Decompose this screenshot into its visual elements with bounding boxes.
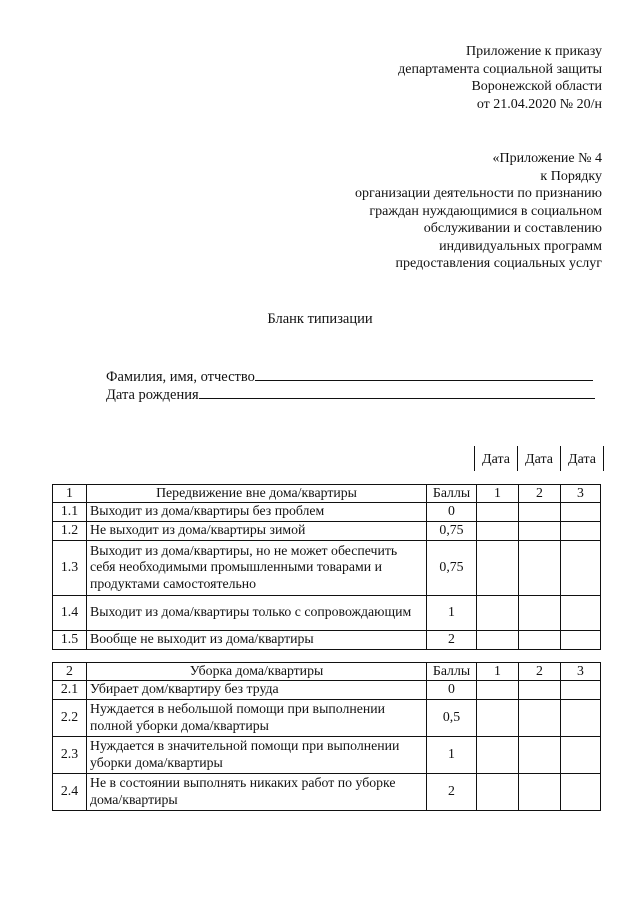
date-cell[interactable]: [561, 595, 601, 630]
row-score: 0,5: [427, 699, 477, 736]
birth-date-label: Дата рождения: [106, 387, 199, 403]
order-appendix-line: департамента социальной защиты: [398, 61, 602, 77]
date-columns-header: [474, 446, 604, 471]
date-cell[interactable]: [561, 773, 601, 810]
row-text: Вообще не выходит из дома/квартиры: [87, 630, 427, 649]
date-cell[interactable]: [561, 680, 601, 699]
date-cell[interactable]: [519, 502, 561, 521]
date-cell[interactable]: [519, 630, 561, 649]
table-row: [53, 736, 601, 773]
score-header: Баллы: [427, 485, 477, 503]
row-text: Выходит из дома/квартиры без проблем: [87, 502, 427, 521]
date-cell[interactable]: [477, 540, 519, 595]
order-appendix-line: Воронежской области: [471, 79, 602, 94]
date-cell[interactable]: [519, 680, 561, 699]
date-col-number: 3: [561, 485, 601, 503]
date-cell[interactable]: [561, 540, 601, 595]
row-text: Выходит из дома/квартиры, но не может обеспечить себя необходимыми промышленными товарами и продуктами самостоятельно: [87, 540, 427, 595]
row-score: 0: [427, 502, 477, 521]
date-col-number: 2: [519, 485, 561, 503]
date-cell[interactable]: [519, 540, 561, 595]
section-number: 2: [53, 663, 87, 681]
row-text: Убирает дом/квартиру без труда: [87, 680, 427, 699]
order-appendix-line: от 21.04.2020 № 20/н: [476, 96, 602, 112]
procedure-appendix-line: к Порядку: [540, 168, 602, 184]
procedure-appendix-header: [355, 150, 602, 273]
row-score: 1: [427, 736, 477, 773]
row-number: 1.5: [53, 630, 87, 649]
date-cell[interactable]: [477, 699, 519, 736]
full-name-field[interactable]: [106, 366, 593, 386]
row-text: Не в состоянии выполнять никаких работ по уборке дома/квартиры: [87, 773, 427, 810]
order-appendix-header: [398, 43, 602, 113]
date-cell[interactable]: [561, 630, 601, 649]
date-cell[interactable]: [519, 521, 561, 540]
date-cell[interactable]: [477, 680, 519, 699]
row-text: Не выходит из дома/квартиры зимой: [87, 521, 427, 540]
row-number: 1.1: [53, 502, 87, 521]
table-row: [53, 521, 601, 540]
birth-date-field[interactable]: [106, 384, 595, 404]
row-number: 1.4: [53, 595, 87, 630]
date-col-number: 1: [477, 663, 519, 681]
date-cell[interactable]: [519, 773, 561, 810]
date-cell[interactable]: [561, 736, 601, 773]
date-cell[interactable]: [477, 595, 519, 630]
row-score: 0,75: [427, 521, 477, 540]
date-cell[interactable]: [477, 773, 519, 810]
table-row: [53, 502, 601, 521]
row-number: 2.4: [53, 773, 87, 810]
row-number: 1.3: [53, 540, 87, 595]
date-cell[interactable]: [477, 736, 519, 773]
date-cell[interactable]: [477, 502, 519, 521]
row-score: 2: [427, 630, 477, 649]
form-title: Бланк типизации: [267, 311, 373, 327]
full-name-underline[interactable]: [255, 366, 593, 381]
section-header-row: [53, 485, 601, 503]
procedure-appendix-line: индивидуальных программ: [439, 238, 602, 254]
full-name-label: Фамилия, имя, отчество: [106, 369, 255, 385]
date-column-label: Дата: [518, 446, 561, 471]
order-appendix-line: Приложение к приказу: [466, 44, 602, 59]
row-score: 2: [427, 773, 477, 810]
date-cell[interactable]: [477, 630, 519, 649]
table-row: [53, 595, 601, 630]
row-score: 1: [427, 595, 477, 630]
table-row: [53, 773, 601, 810]
section-number: 1: [53, 485, 87, 503]
procedure-appendix-line: обслуживании и составлению: [423, 221, 602, 236]
date-cell[interactable]: [477, 521, 519, 540]
date-cell[interactable]: [519, 699, 561, 736]
table-row: [53, 680, 601, 699]
procedure-appendix-line: «Приложение № 4: [492, 151, 602, 166]
row-text: Нуждается в небольшой помощи при выполнении полной уборки дома/квартиры: [87, 699, 427, 736]
procedure-appendix-line: организации деятельности по признанию: [355, 186, 602, 201]
table-row: [53, 540, 601, 595]
date-cell[interactable]: [561, 521, 601, 540]
row-text: Выходит из дома/квартиры только с сопровождающим: [87, 595, 427, 630]
section-header-row: [53, 663, 601, 681]
section-table-cleaning: [52, 662, 601, 811]
table-row: [53, 630, 601, 649]
row-score: 0: [427, 680, 477, 699]
section-title: Передвижение вне дома/квартиры: [87, 485, 427, 503]
birth-date-underline[interactable]: [199, 384, 595, 399]
score-header: Баллы: [427, 663, 477, 681]
date-cell[interactable]: [519, 736, 561, 773]
procedure-appendix-line: граждан нуждающимися в социальном: [369, 203, 602, 219]
date-column-label: Дата: [475, 446, 518, 471]
table-row: [53, 699, 601, 736]
date-cell[interactable]: [561, 699, 601, 736]
procedure-appendix-line: предоставления социальных услуг: [395, 256, 602, 271]
row-number: 2.3: [53, 736, 87, 773]
date-col-number: 2: [519, 663, 561, 681]
section-table-movement: [52, 484, 601, 650]
date-col-number: 3: [561, 663, 601, 681]
section-title: Уборка дома/квартиры: [87, 663, 427, 681]
date-column-label: Дата: [561, 446, 604, 471]
row-text: Нуждается в значительной помощи при выполнении уборки дома/квартиры: [87, 736, 427, 773]
date-cell[interactable]: [561, 502, 601, 521]
row-number: 2.1: [53, 680, 87, 699]
row-number: 2.2: [53, 699, 87, 736]
row-score: 0,75: [427, 540, 477, 595]
date-col-number: 1: [477, 485, 519, 503]
date-cell[interactable]: [519, 595, 561, 630]
row-number: 1.2: [53, 521, 87, 540]
